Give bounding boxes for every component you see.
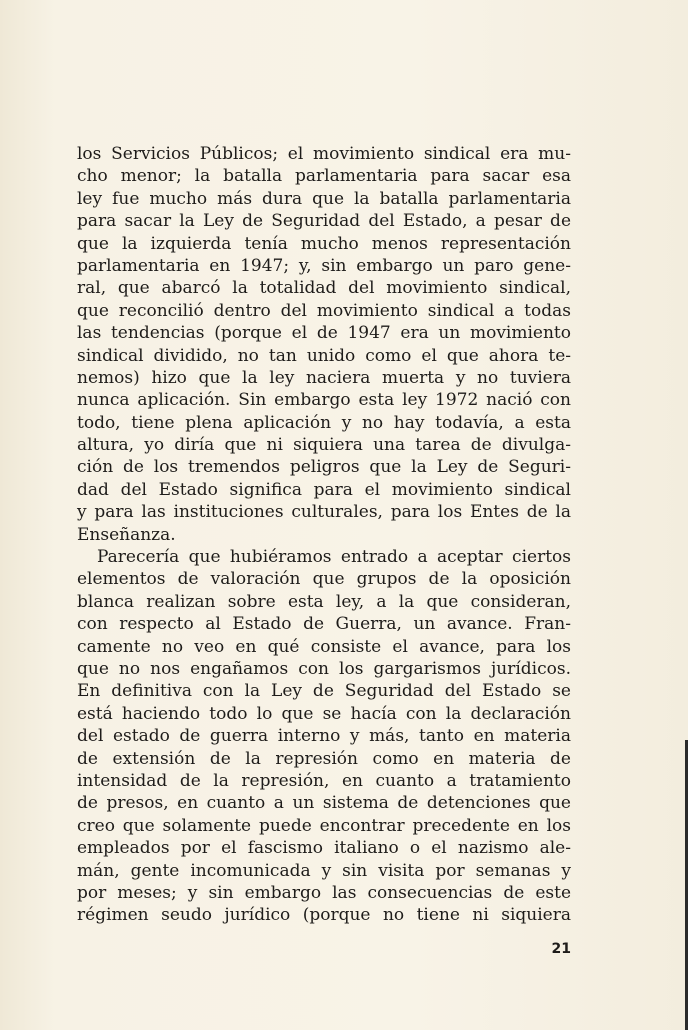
text-line: ción de los tremendos peligros que la Ley de Seguri- — [77, 457, 571, 478]
text-line: ral, que abarcó la totalidad del movimiento sindical, — [77, 278, 571, 299]
text-line: En definitiva con la Ley de Seguridad del Estado se — [77, 681, 571, 702]
text-line: de extensión de la represión como en materia de — [77, 748, 571, 769]
text-line: blanca realizan sobre esta ley, a la que consideran, — [77, 591, 571, 612]
text-line: parlamentaria en 1947; y, sin embargo un paro gene- — [77, 255, 571, 276]
text-line: de presos, en cuanto a un sistema de detenciones que — [77, 793, 571, 814]
text-line: mán, gente incomunicada y sin visita por semanas y — [77, 860, 571, 881]
text-line: Parecería que hubiéramos entrado a aceptar ciertos — [97, 547, 571, 568]
text-line: por meses; y sin embargo las consecuencias de este — [77, 882, 571, 903]
text-line: del estado de guerra interno y más, tanto en materia — [77, 726, 571, 747]
text-line: ley fue mucho más dura que la batalla parlamentaria — [77, 188, 571, 209]
text-line: los Servicios Públicos; el movimiento sindical era mu- — [77, 144, 571, 164]
text-line: nunca aplicación. Sin embargo esta ley 1972 nació con — [77, 390, 571, 411]
text-line: nemos) hizo que la ley naciera muerta y no tuviera — [77, 367, 571, 388]
text-line: sindical dividido, no tan unido como el que ahora te- — [77, 345, 571, 366]
text-line: elementos de valoración que grupos de la oposición — [77, 569, 571, 590]
text-line: que reconcilió dentro del movimiento sindical a todas — [77, 300, 571, 321]
text-line: para sacar la Ley de Seguridad del Estado, a pesar de — [77, 211, 571, 232]
text-line: todo, tiene plena aplicación y no hay todavía, a esta — [77, 412, 571, 433]
text-line: creo que solamente puede encontrar precedente en los — [77, 815, 571, 836]
body-text — [77, 143, 571, 927]
text-line: empleados por el fascismo italiano o el nazismo ale- — [77, 838, 571, 859]
text-line: camente no veo en qué consiste el avance, para los — [77, 636, 571, 657]
text-line: altura, yo diría que ni siquiera una tarea de divulga- — [77, 435, 571, 456]
page-number: 21 — [551, 941, 571, 957]
text-line: está haciendo todo lo que se hacía con la declaración — [77, 703, 571, 724]
text-line: las tendencias (porque el de 1947 era un movimiento — [77, 323, 571, 344]
text-line: cho menor; la batalla parlamentaria para sacar esa — [77, 166, 571, 187]
text-line: y para las instituciones culturales, para los Entes de la — [77, 502, 571, 523]
text-line: que no nos engañamos con los gargarismos jurídicos. — [77, 658, 571, 679]
paragraph-1 — [77, 143, 571, 546]
text-line: intensidad de la represión, en cuanto a tratamiento — [77, 770, 571, 791]
text-line: que la izquierda tenía mucho menos representación — [77, 233, 571, 254]
text-line: con respecto al Estado de Guerra, un avance. Fran- — [77, 614, 571, 635]
text-line: Enseñanza. — [77, 524, 176, 545]
paragraph-2 — [77, 546, 571, 927]
text-line: régimen seudo jurídico (porque no tiene ni siquiera — [77, 905, 571, 926]
text-line: dad del Estado significa para el movimiento sindical — [77, 479, 571, 500]
